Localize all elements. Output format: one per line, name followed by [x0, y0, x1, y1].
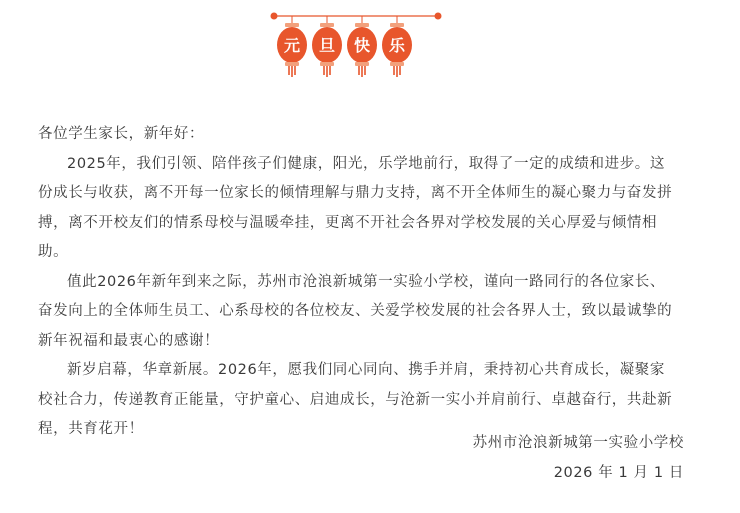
rope-end-left [271, 13, 278, 20]
lantern-garland-icon [270, 8, 470, 80]
new-year-letter [38, 120, 678, 445]
letter-greeting: 各位学生家长，新年好： [38, 126, 205, 142]
lantern-4 [382, 16, 412, 77]
new-year-banner [270, 8, 470, 80]
lantern-char-2: 旦 [318, 36, 336, 55]
lantern-1 [277, 16, 307, 77]
letter-paragraph-3: 新岁启幕，华章新展。2026年，愿我们同心同向、携手并肩，秉持初心共育成长，凝聚家校社合力，传递教育正能量，守护童心、启迪成长，与沧新一实小并肩前行、卓越奋行，共赴新程，共育花开！ [38, 362, 673, 437]
lantern-char-4: 乐 [388, 36, 406, 55]
lantern-char-1: 元 [283, 36, 301, 55]
school-signature: 苏州市沧浪新城第一实验小学校 [472, 435, 684, 451]
rope-end-right [435, 13, 442, 20]
letter-paragraph-1: 2025年，我们引领、陪伴孩子们健康，阳光，乐学地前行，取得了一定的成绩和进步。这份成长与收获，离不开每一位家长的倾情理解与鼎力支持，离不开全体师生的凝心聚力与奋发拼搏，离不开校友们的情系母校与温暖牵挂，更离不开社会各界对学校发展的关心厚爱与倾情相助。 [38, 155, 673, 260]
lantern-3 [347, 16, 377, 77]
lantern-char-3: 快 [353, 36, 371, 55]
lantern-2 [312, 16, 342, 77]
letter-paragraph-2: 值此2026年新年到来之际，苏州市沧浪新城第一实验小学校，谨向一路同行的各位家长、奋发向上的全体师生员工、心系母校的各位校友、关爱学校发展的社会各界人士，致以最诚挚的新年祝福和最衷心的感谢！ [38, 273, 673, 349]
letter-signature-block [473, 428, 684, 488]
letter-date: 2026 年 1 月 1 日 [553, 465, 684, 481]
